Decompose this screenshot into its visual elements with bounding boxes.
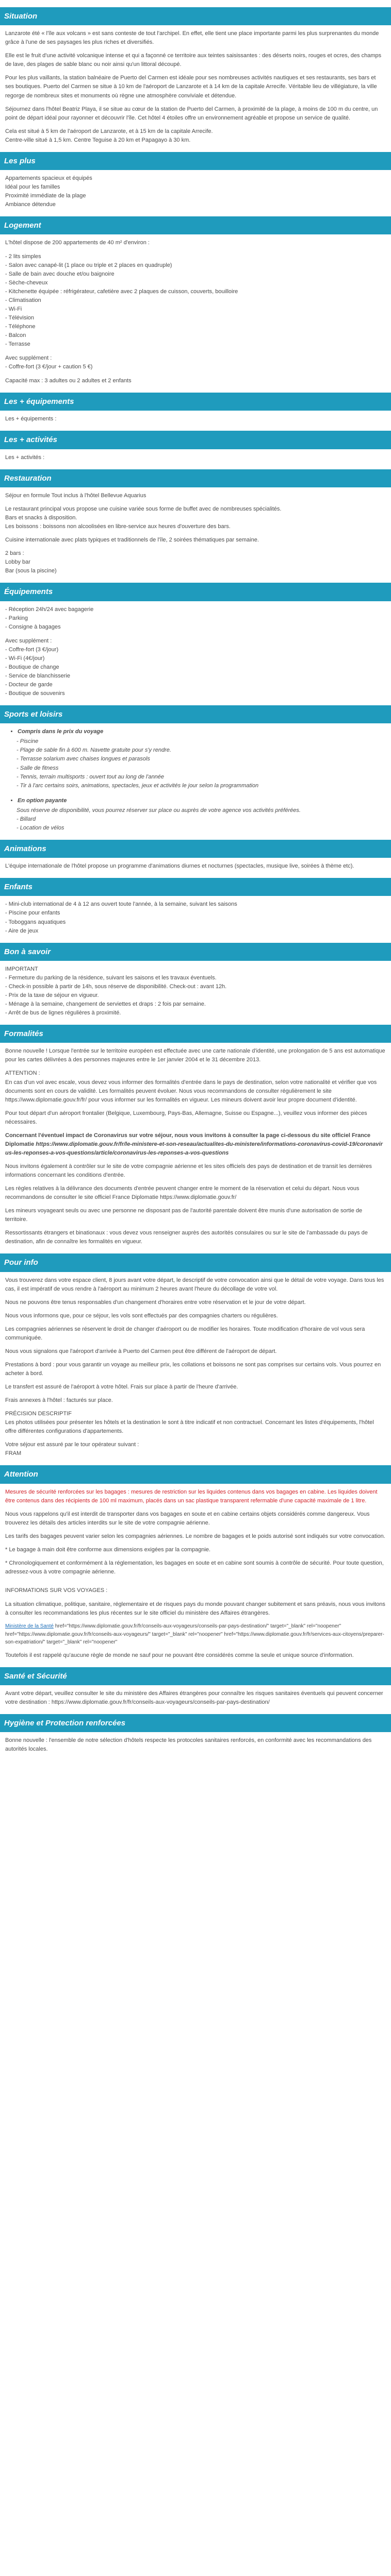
list-item: - Piscine pour enfants	[5, 910, 60, 917]
hygiene-text: Bonne nouvelle : l'ensemble de notre sélection d'hôtels respecte les protocoles sanitaires renforcés, en conformité avec les recommandations des autorités locales.	[5, 1737, 372, 1753]
section-header-pour-info: Pour info	[0, 1253, 391, 1272]
situation-paragraph: Centre-ville situé à 1,5 km. Centre Teguise à 20 km et Papagayo à 30 km.	[5, 137, 191, 143]
pour-info-paragraph: Nous vous informons que, pour ce séjour, les vols sont effectués par des compagnies charters ou régulières.	[5, 1312, 278, 1319]
section-header-hygiene: Hygiène et Protection renforcées	[0, 1714, 391, 1732]
list-item: - Prix de la taxe de séjour en vigueur.	[5, 992, 99, 998]
list-item: Idéal pour les familles	[5, 184, 60, 191]
situation-body	[0, 29, 391, 145]
list-item: - Location de vélos	[17, 824, 64, 831]
list-item: - Salon avec canapé-lit (1 place ou triple et 2 places en quadruple)	[5, 262, 172, 268]
attention-paragraph: Mesures de sécurité renforcées sur les bagages : mesures de restriction sur les liquides contenus dans vos bagages en cabine. Les liquides doivent être contenus dans des récipients de 100 ml maximum, placés dans un sac plastique transparent refermable d'une capacité maximale de 1 litre.	[5, 1488, 378, 1504]
situation-paragraph: Lanzarote été « l'île aux volcans » est sans conteste de tout l'archipel. En effet, elle tient une place importante parmi les plus surprenantes du monde grâce à l'une de ses paysages les plus riches et diversifiés.	[5, 30, 379, 46]
list-item: - Terrasse	[5, 341, 30, 347]
list-item: - Boutique de souvenirs	[5, 690, 65, 697]
list-item: - Wi-Fi	[5, 306, 22, 312]
list-item: - Réception 24h/24 avec bagagerie	[5, 606, 94, 613]
pour-info-paragraph: Les compagnies aériennes se réservent le droit de changer d'aéroport ou de modifier les horaires. Toute modification d'horaire de vol vous sera communiquée.	[5, 1326, 365, 1341]
list-item: - Aire de jeux	[5, 927, 39, 934]
option-title: • En option payante	[18, 796, 386, 805]
list-item: - Mini-club international de 4 à 12 ans ouvert toute l'année, à la semaine, suivant les saisons	[5, 901, 237, 908]
ministere-link[interactable]: Ministère de la Santé	[5, 1623, 54, 1630]
restauration-paragraph: Les boissons : boissons non alcoolisées en libre-service aux heures d'ouverture des bars.	[5, 523, 231, 530]
bon-a-savoir-body	[0, 965, 391, 1018]
list-item: - Télévision	[5, 314, 35, 321]
list-item: - Arrêt de bus de lignes régulières à proximité.	[5, 1010, 121, 1016]
equipements-plus-text: Les + équipements :	[5, 416, 57, 422]
pour-info-paragraph: Nous vous signalons que l'aéroport d'arrivée à Puerto del Carmen peut être différent de l'aéroport de départ.	[5, 1348, 277, 1354]
situation-paragraph: Cela est situé à 5 km de l'aéroport de Lanzarote, et à 15 km de la capitale Arrecife.	[5, 128, 213, 134]
list-item: - Docteur de garde	[5, 682, 53, 688]
avec-supplement-label: Avec supplément :	[5, 355, 52, 362]
list-item: - Consigne à bagages	[5, 623, 61, 630]
list-item: - Boutique de change	[5, 664, 59, 670]
list-item: Lobby bar	[5, 559, 30, 566]
restauration-paragraph: Séjour en formule Tout inclus à l'hôtel Bellevue Aquarius	[5, 493, 146, 499]
list-item: - Terrasse solarium avec chaises longues et parasols	[17, 756, 150, 762]
section-header-attention: Attention	[0, 1465, 391, 1483]
formalites-paragraph: Pour tout départ d'un aéroport frontalier (Belgique, Luxembourg, Pays-Bas, Allemagne, Suisse ou Espagne...), veuillez vous informer des pièces nécessaires.	[5, 1110, 367, 1125]
section-header-restauration: Restauration	[0, 469, 391, 487]
section-header-equipements: Équipements	[0, 583, 391, 601]
important-label: IMPORTANT	[5, 965, 38, 972]
activites-plus-text: Les + activités :	[5, 454, 45, 461]
list-item: Bar (sous la piscine)	[5, 568, 57, 574]
compris-title: • Compris dans le prix du voyage	[18, 727, 386, 736]
list-item: - Fermeture du parking de la résidence, suivant les saisons et les travaux éventuels.	[5, 974, 217, 981]
restauration-paragraph: Le restaurant principal vous propose une cuisine variée sous forme de buffet avec de nombreuses spécialités.	[5, 506, 282, 513]
capacite-text: Capacité max : 3 adultes ou 2 adultes et 2 enfants	[5, 378, 132, 384]
list-item: - Piscine	[17, 738, 39, 745]
option-text: Sous réserve de disponibilité, vous pourrez réserver sur place ou auprès de votre agence vos activités préférées.	[17, 807, 301, 814]
section-header-les-plus: Les plus	[0, 152, 391, 170]
precision-text: Les photos utilisées pour présenter les hôtels et la destination le sont à titre indicatif et non contractuel. Concernant les listes d'équipements, l'hôtel offre différentes configurations d'appartements.	[5, 1419, 374, 1435]
precision-label: PRÉCISION DESCRIPTIF	[5, 1411, 72, 1417]
pour-info-paragraph: Nous ne pouvons être tenus responsables d'un changement d'horaires entre votre réservation et le jour de votre départ.	[5, 1299, 306, 1306]
ministere-links	[5, 1622, 386, 1647]
attention-label: ATTENTION :	[5, 1070, 40, 1077]
section-header-logement: Logement	[0, 216, 391, 234]
list-item: - Ménage à la semaine, changement de serviettes et draps : 2 fois par semaine.	[5, 1001, 206, 1008]
les-plus-body	[0, 174, 391, 209]
formalites-coronavirus: Concernant l'éventuel impact de Coronavirus sur votre séjour, nous vous invitons à consulter la page ci-dessous du site officiel France Diplomatie https://www.diplomatie.gouv.fr/fr/le-ministere-et-son-reseau/actualites-du-ministere/informations-coronavirus-covid-19/coronavirus-les-reponses-a-vos-questions/article/coronavirus-les-reponses-a-vos-questions	[5, 1132, 383, 1156]
list-item: - Kitchenette équipée : réfrigérateur, cafetière avec 2 plaques de cuisson, couverts, bouilloire	[5, 288, 238, 295]
link-markup: href="https://www.diplomatie.gouv.fr/fr/services-aux-citoyens/preparer-son-expatriation/" target="_blank" rel="noopener"	[5, 1631, 384, 1646]
enfants-body	[0, 900, 391, 935]
list-item: - Service de blanchisserie	[5, 672, 70, 679]
situation-paragraph: Séjournez dans l'hôtel Beatriz Playa, il se situe au cœur de la station de Puerto del Carmen, à proximité de la plage, à moins de 100 m du centre, un point de départ idéal pour rayonner et découvrir l'île. Cet hôtel 4 étoiles offre un environnement agréable et propose un service de qualité.	[5, 106, 378, 121]
list-item: - Wi-Fi (4€/jour)	[5, 655, 45, 662]
situation-paragraph: Pour les plus vaillants, la station balnéaire de Puerto del Carmen est idéale pour ses nombreuses activités nautiques et ses restaurants, ses bars et ses boutiques. Puerto del Carmen se situe à 10 km de l'aéroport de Lanzarote et à 14 km de la capitale Arrecife. Véritable lieu de villégiature, la ville regorge de nombreux sites et monuments où règne une atmosphère conviviale et détendue.	[5, 75, 377, 99]
list-item: - Tir à l'arc certains soirs, animations, spectacles, jeux et activités le jour selon la programmation	[17, 782, 259, 789]
list-item: - Plage de sable fin à 600 m. Navette gratuite pour s'y rendre.	[17, 747, 171, 754]
product-page	[0, 7, 391, 1754]
list-item: - Parking	[5, 615, 28, 621]
list-item: - Salle de bain avec douche et/ou baignoire	[5, 270, 115, 277]
coronavirus-link[interactable]: https://www.diplomatie.gouv.fr/fr/le-ministere-et-son-reseau/actualites-du-ministere/informations-coronavirus-covid-19/coronavirus-les-reponses-a-vos-questions/article/coronavirus-les-reponses-a-vos-questions	[5, 1141, 383, 1156]
list-item: - Balcon	[5, 332, 26, 338]
attention-paragraph: * Chronologiquement et conformément à la réglementation, les bagages en soute et en cabine sont soumis à contrôle de sécurité. Pour toute question, adressez-vous à votre compagnie aérienne.	[5, 1560, 384, 1575]
list-item: Appartements spacieux et équipés	[5, 175, 92, 182]
equipements-body	[0, 605, 391, 698]
sports-body	[0, 727, 391, 833]
attention-paragraph: Toutefois il est rappelé qu'aucune règle de monde ne sauf pour ne pouvant être considérés comme la seule et unique source d'information.	[5, 1652, 354, 1658]
restauration-paragraph: Cuisine internationale avec plats typiques et traditionnels de l'île, 2 soirées thématiques par semaine.	[5, 537, 259, 544]
attention-body	[0, 1488, 391, 1660]
section-header-situation: Situation	[0, 7, 391, 25]
list-item: - Toboggans aquatiques	[5, 919, 66, 925]
list-item: - Coffre-fort (3 €/jour)	[5, 646, 59, 653]
list-item: Ambiance détendue	[5, 201, 56, 208]
info-label: INFORMATIONS SUR VOS VOYAGES :	[5, 1587, 108, 1594]
formalites-body	[0, 1047, 391, 1246]
avec-supplement-label: Avec supplément :	[5, 637, 52, 644]
list-item: - Climatisation	[5, 297, 41, 303]
section-header-formalites: Formalités	[0, 1025, 391, 1043]
list-item: - Coffre-fort (3 €/jour + caution 5 €)	[5, 364, 93, 370]
list-item: - Salle de fitness	[17, 765, 59, 771]
list-item: - Check-in possible à partir de 14h, sous réserve de disponibilité. Check-out : avant 12h.	[5, 983, 227, 990]
section-header-bon-a-savoir: Bon à savoir	[0, 943, 391, 961]
closing-text: Votre séjour est assuré par le tour opérateur suivant :	[5, 1442, 139, 1448]
pour-info-paragraph: Vous trouverez dans votre espace client, 8 jours avant votre départ, le descriptif de votre convocation ainsi que le détail de votre voyage. Dans tous les cas, il est impératif de vous rendre à l'aéroport au minimum 2 heures avant l'heure du décollage de votre vol.	[5, 1277, 384, 1292]
logement-intro: L'hôtel dispose de 200 appartements de 40 m² d'environ :	[5, 240, 150, 246]
list-item: - 2 lits simples	[5, 253, 41, 260]
sante-text: Avant votre départ, veuillez consulter le site du ministère des Affaires étrangères pour connaître les risques sanitaires éventuels qui peuvent concerner votre destination : https://www.diplomatie.gouv.fr/fr/conseils-aux-voyageurs/conseils-par-pays-destination/	[5, 1690, 383, 1705]
operator-name: FRAM	[5, 1450, 22, 1457]
section-header-enfants: Enfants	[0, 878, 391, 896]
restauration-paragraph: Bars et snacks à disposition.	[5, 515, 77, 521]
logement-body	[0, 239, 391, 385]
formalites-paragraph: Les règles relatives à la délivrance des documents d'entrée peuvent changer entre le moment de la réservation et celui du départ. Nous vous recommandons de consulter le site officiel France Diplomatie https://www.diplomatie.gouv.fr/	[5, 1185, 360, 1201]
section-header-equipements-plus: Les + équipements	[0, 393, 391, 411]
formalites-paragraph: En cas d'un vol avec escale, vous devez vous informer des formalités d'entrée dans le pays de destination, selon votre nationalité et vérifier que vos documents sont en cours de validité. Les formalités peuvent évoluer. Nous vous recommandons de consulter régulièrement le site https://www.diplomatie.gouv.fr/fr/ pour vous informer sur les formalités en vigueur. Les mineurs doivent avoir leur propre document d'identité.	[5, 1079, 377, 1103]
link-markup: href="https://www.diplomatie.gouv.fr/fr/conseils-aux-voyageurs/conseils-par-pays-destination/" target="_blank" rel="noopener"	[55, 1623, 341, 1630]
attention-paragraph: Nous vous rappelons qu'il est interdit de transporter dans vos bagages en soute et en cabine certains objets considérés comme dangereux. Vous trouverez les détails des articles interdits sur le site de votre compagnie aérienne.	[5, 1511, 370, 1526]
pour-info-paragraph: Le transfert est assuré de l'aéroport à votre hôtel. Frais sur place à partir de l'heure d'arrivée.	[5, 1383, 238, 1390]
list-item: - Sèche-cheveux	[5, 279, 48, 286]
pour-info-body	[0, 1276, 391, 1459]
formalites-paragraph: Ressortissants étrangers et binationaux : vous devez vous renseigner auprès des autorités consulaires ou sur le site de l'ambassade du pays de destination, afin de connaître les formalités en vigueur.	[5, 1230, 368, 1245]
formalites-paragraph: Nous invitons également à contrôler sur le site de votre compagnie aérienne et les sites officiels des pays de destination et de transit les dernières informations concernant les conditions d'entrée.	[5, 1163, 372, 1178]
restauration-body	[0, 492, 391, 575]
section-header-sante: Santé et Sécurité	[0, 1667, 391, 1685]
attention-paragraph: Les tarifs des bagages peuvent varier selon les compagnies aériennes. Le nombre de bagages et le poids autorisé sont indiqués sur votre convocation.	[5, 1533, 385, 1539]
section-header-animations: Animations	[0, 840, 391, 858]
situation-paragraph: Elle est le fruit d'une activité volcanique intense et qui a façonné ce territoire aux teintes saisissantes : des déserts noirs, rouges et ocres, des champs de lave, des plages de sable blanc ou noir ainsi qu'un littoral découpé.	[5, 53, 382, 68]
attention-paragraph: La situation climatique, politique, sanitaire, réglementaire et de risques pays du monde pouvant changer subitement et sans préavis, nous vous invitons à consulter les recommandations les plus récentes sur le site officiel du ministère des Affaires étrangères.	[5, 1601, 385, 1616]
section-header-sports: Sports et loisirs	[0, 705, 391, 723]
pour-info-paragraph: Frais annexes à l'hôtel : facturés sur place.	[5, 1397, 113, 1403]
formalites-paragraph: Les mineurs voyageant seuls ou avec une personne ne disposant pas de l'autorité parentale doivent être munis d'une autorisation de sortie de territoire.	[5, 1208, 363, 1223]
formalites-paragraph: Bonne nouvelle ! Lorsque l'entrée sur le territoire européen est effectuée avec une carte nationale d'identité, une prolongation de 5 ans est automatique pour les cartes délivrées à des personnes majeures entre le 1er janvier 2004 et le 31 décembre 2013.	[5, 1048, 385, 1063]
pour-info-paragraph: Prestations à bord : pour vous garantir un voyage au meilleur prix, les collations et boissons ne sont pas comprises sur certains vols. Vous pourrez en acheter à bord.	[5, 1361, 381, 1377]
list-item: Proximité immédiate de la plage	[5, 193, 86, 199]
list-item: - Billard	[17, 816, 36, 822]
attention-paragraph: * Le bagage à main doit être conforme aux dimensions exigées par la compagnie.	[5, 1546, 211, 1553]
list-item: - Téléphone	[5, 323, 36, 330]
section-header-activites-plus: Les + activités	[0, 431, 391, 449]
animations-text: L'équipe internationale de l'hôtel propose un programme d'animations diurnes et nocturnes (spectacles, musique live, soirées à thème etc).	[5, 863, 354, 870]
link-markup: href="https://www.diplomatie.gouv.fr/fr/conseils-aux-voyageurs/" target="_blank" rel="noopener"	[5, 1631, 223, 1637]
list-item: 2 bars :	[5, 550, 24, 557]
list-item: - Tennis, terrain multisports : ouvert tout au long de l'année	[17, 773, 165, 780]
